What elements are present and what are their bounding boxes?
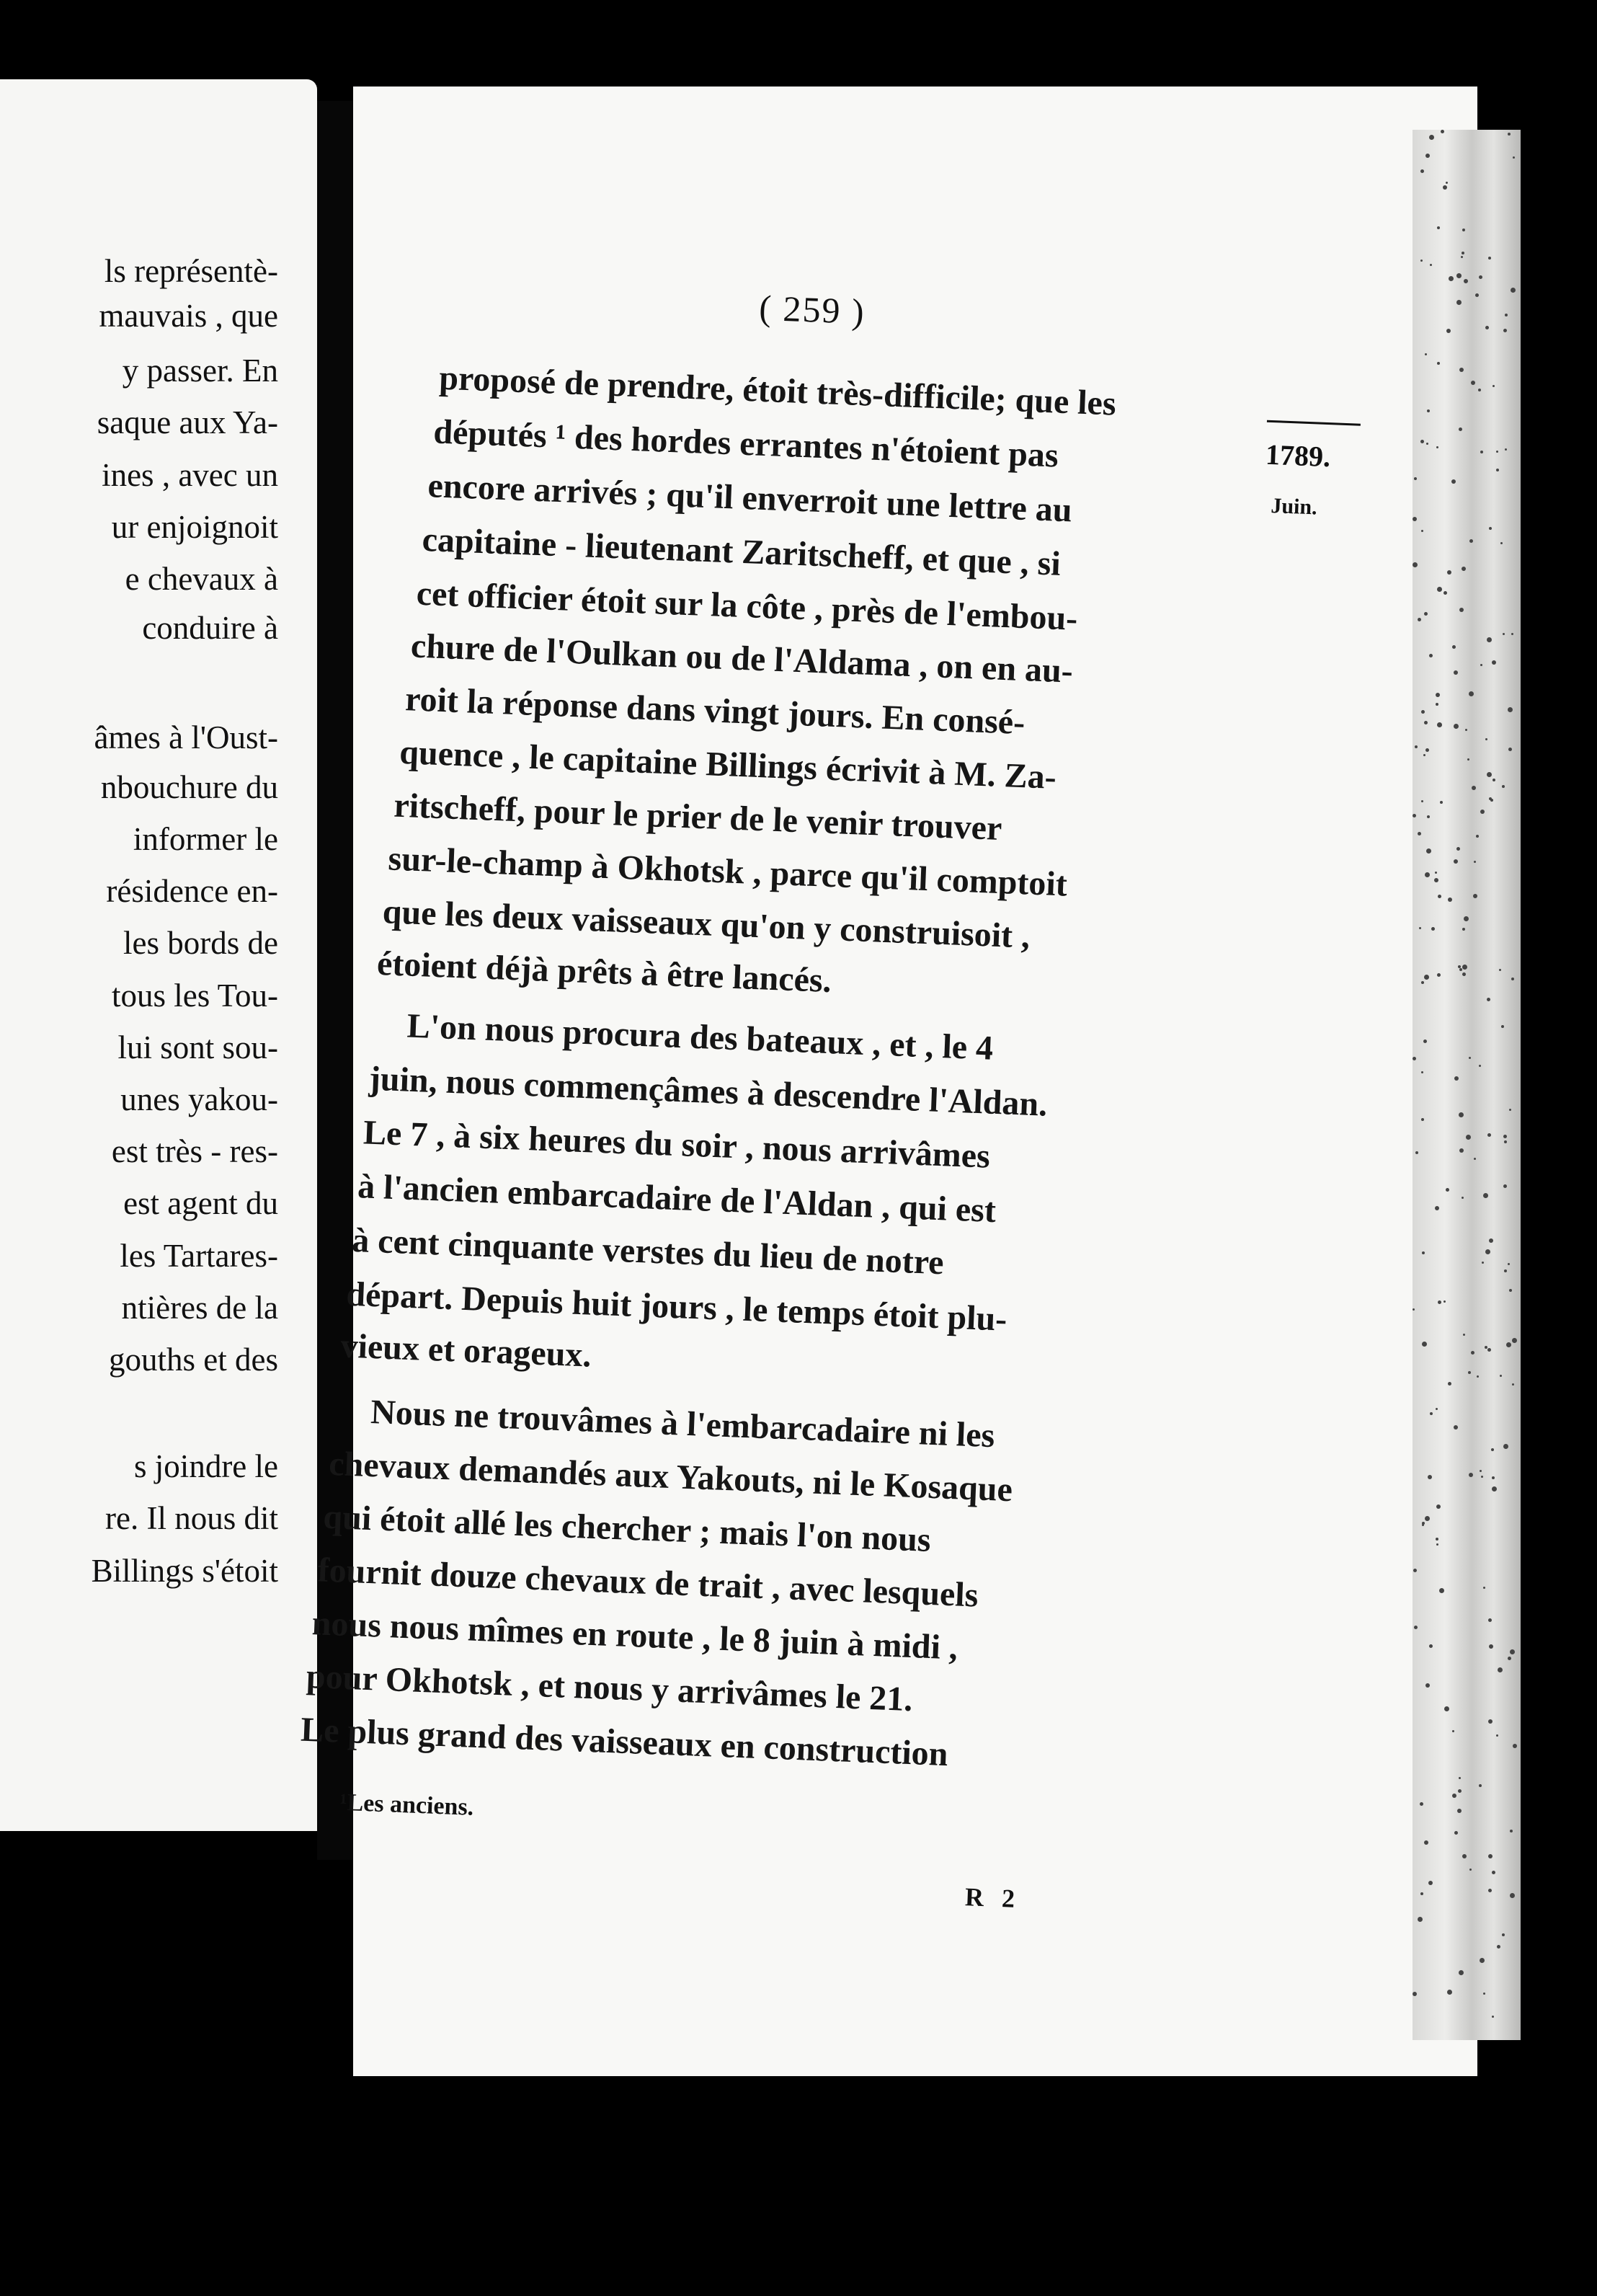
body-text-line: ritscheff, pour le prier de le venir trouver — [393, 786, 1003, 848]
body-text-line: étoient déjà prêts à être lancés. — [376, 944, 832, 1001]
body-text-line: députés ¹ des hordes errantes n'étoient pas — [432, 412, 1059, 475]
body-text-line: juin, nous commençâmes à descendre l'Aldan. — [368, 1059, 1049, 1124]
body-text-line: Nous ne trouvâmes à l'embarcadaire ni les — [370, 1393, 996, 1455]
body-text-line: Le plus grand des vaisseaux en construction — [300, 1710, 949, 1774]
body-text-line: à l'ancien embarcadaire de l'Aldan , qui est — [357, 1167, 997, 1231]
left-page-line: conduire à — [142, 610, 278, 647]
footnote: ¹Les anciens. — [339, 1789, 474, 1821]
left-page-line: est très - res- — [111, 1133, 278, 1170]
page-number: ( 259 ) — [758, 287, 866, 332]
body-text-line: capitaine - lieutenant Zaritscheff, et que , si — [421, 520, 1062, 583]
body-text-line: L'on nous procura des bateaux , et , le 4 — [406, 1006, 995, 1068]
body-text-line: encore arrivés ; qu'il enverroit une lettre au — [427, 466, 1073, 530]
body-text-line: quence , le capitaine Billings écrivit à M. Za- — [399, 732, 1057, 797]
left-page-line: tous les Tou- — [111, 977, 278, 1014]
body-text-line: que les deux vaisseaux qu'on y construisoit , — [381, 892, 1031, 956]
margin-year: 1789. — [1265, 438, 1331, 474]
left-page-line: informer le — [133, 821, 278, 857]
left-page-line: s joindre le — [134, 1448, 278, 1485]
left-page-line: saque aux Ya- — [97, 404, 278, 441]
body-text-line: nous nous mîmes en route , le 8 juin à midi , — [311, 1604, 958, 1667]
left-page-line: e chevaux à — [125, 561, 278, 597]
body-text-line: départ. Depuis huit jours , le temps étoit plu- — [345, 1275, 1008, 1339]
body-text-line: sur-le-champ à Okhotsk , parce qu'il comptoit — [387, 839, 1068, 904]
left-page-line: unes yakou- — [120, 1081, 278, 1117]
body-text-line: fournit douze chevaux de trait , avec lesquels — [316, 1551, 979, 1615]
left-page-line: re. Il nous dit — [105, 1500, 278, 1537]
body-text-line: à cent cinquante verstes du lieu de notre — [351, 1220, 945, 1282]
left-page-line: nbouchure du — [100, 768, 278, 805]
left-page-line: les bords de — [123, 925, 278, 962]
body-text-line: pour Okhotsk , et nous y arrivâmes le 21. — [306, 1657, 914, 1719]
left-page-line: âmes à l'Oust- — [94, 719, 278, 756]
margin-rule — [1267, 420, 1361, 426]
body-text-line: chure de l'Oulkan ou de l'Aldama , on en au- — [410, 626, 1074, 691]
body-text-line: qui étoit allé les chercher ; mais l'on nous — [322, 1497, 932, 1559]
left-page-line: ntières de la — [121, 1289, 278, 1326]
left-page-line: lui sont sou- — [117, 1029, 278, 1065]
signature-mark: R 2 — [964, 1882, 1021, 1914]
left-page-line: Billings s'étoit — [91, 1552, 278, 1589]
left-page-line: ines , avec un — [102, 456, 278, 493]
left-page-line: ur enjoignoit — [111, 508, 278, 545]
left-page-line: ls représentè- — [104, 252, 278, 289]
body-text-line: chevaux demandés aux Yakouts, ni le Kosaque — [328, 1444, 1013, 1510]
body-text-line: roit la réponse dans vingt jours. En consé- — [404, 680, 1026, 743]
left-page-line: y passer. En — [122, 353, 278, 389]
body-text-line: cet officier étoit sur la côte , près de l'embou- — [415, 574, 1079, 638]
left-page-line: gouths et des — [109, 1342, 278, 1378]
body-text-line: vieux et orageux. — [339, 1326, 592, 1375]
margin-month: Juin. — [1270, 494, 1318, 520]
body-text-line: proposé de prendre, étoit très-difficile; que les — [438, 358, 1117, 423]
body-text-line: Le 7 , à six heures du soir , nous arrivâmes — [362, 1113, 991, 1176]
left-page-line: est agent du — [123, 1185, 278, 1222]
left-page-line: mauvais , que — [99, 298, 278, 334]
left-page-line: les Tartares- — [120, 1237, 278, 1274]
left-page-line: résidence en- — [106, 873, 278, 910]
